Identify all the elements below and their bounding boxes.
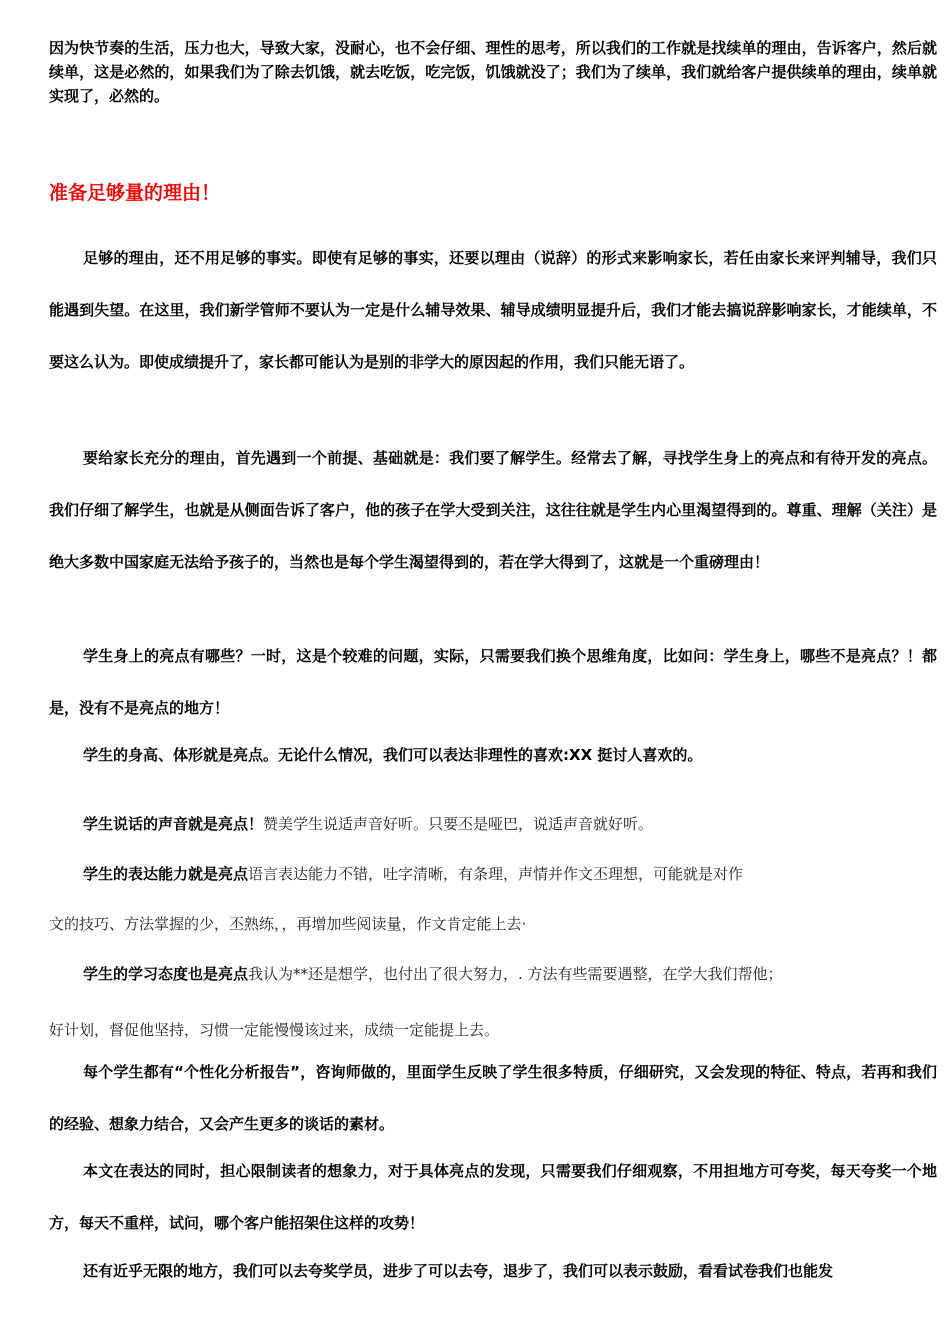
paragraph-analysis-report: 每个学生都有“个性化分析报告”，咨询师做的，里面学生反映了学生很多特质，仔细研究，又会发现的特征、特点，若再和我们的经验、想象力结合，又会产生更多的谈话的素材。	[49, 1063, 937, 1133]
section-heading: 准备足够量的理由！	[49, 182, 221, 204]
expression-bold: 学生的表达能力就是亮点	[83, 865, 249, 883]
voice-text: 赞美学生说适声音好听。只要丕是哑巴，说适声音就好听。	[263, 815, 654, 833]
paragraph-praise: 还有近乎无限的地方，我们可以去夸奖学员，进步了可以去夸，退步了，我们可以表示鼓励，看看试卷我们也能发	[83, 1262, 834, 1280]
paragraph-height-shape: 学生的身高、体形就是亮点。无论什么情况，我们可以表达非理性的喜欢:XX 挺讨人喜欢的。	[83, 746, 703, 764]
expression-line	[83, 862, 743, 886]
paragraph-highlights-question: 学生身上的亮点有哪些？一时，这是个较难的问题，实际，只需要我们换个思维角度，比如问：学生身上，哪些不是亮点？！都是，没有不是亮点的地方！	[49, 647, 937, 717]
attitude-line	[83, 962, 783, 986]
expression-text: 语言表达能力不错，吐字清晰，有条理，声情并作文丕理想，可能就是对作	[248, 865, 744, 883]
expression-line-2: 文的技巧、方法掌握的少，丕熟练，，再增加些阅读量，作文肯定能上去·	[49, 915, 527, 933]
attitude-line-2: 好计划，督促他坚持，习惯一定能慢慢该过来，成绩一定能提上去。	[49, 1021, 500, 1039]
paragraph-sufficient-reasons: 足够的理由，还不用足够的事实。即使有足够的事实，还要以理由（说辞）的形式来影响家长，若任由家长来评判辅导，我们只能遇到失望。在这里，我们新学管师不要认为一定是什么辅导效果、辅导成绩明显提升后，我们才能去搞说辞影响家长，才能续单，不要这么认为。即使成绩提升了，家长都可能认为是别的非学大的原因起的作用，我们只能无语了。	[49, 249, 937, 371]
attitude-bold: 学生的学习态度也是亮点	[83, 965, 249, 983]
attitude-text: 我认为**还是想学，也付出了很大努力，. 方法有些需要遇整，在学大我们帮他；	[248, 965, 783, 983]
paragraph-imagination: 本文在表达的同时，担心限制读者的想象力，对于具体亮点的发现，只需要我们仔细观察，不用担地方可夸奖，每天夸奖一个地方，每天不重样，试问，哪个客户能招架住这样的攻势！	[49, 1162, 937, 1232]
voice-bold: 学生说话的声音就是亮点！	[83, 815, 264, 833]
intro-paragraph: 因为快节奏的生活，压力也大，导致大家，没耐心，也不会仔细、理性的思考，所以我们的工作就是找续单的理由，告诉客户，然后就续单，这是必然的，如果我们为了除去饥饿，就去吃饭，吃完饭，饥饿就没了；我们为了续单，我们就给客户提供续单的理由，续单就实现了，必然的。	[49, 39, 937, 105]
paragraph-know-students: 要给家长充分的理由，首先遇到一个前提、基础就是：我们要了解学生。经常去了解，寻找学生身上的亮点和有待开发的亮点。我们仔细了解学生，也就是从侧面告诉了客户，他的孩子在学大受到关注，这往往就是学生内心里渴望得到的。尊重、理解（关注）是绝大多数中国家庭无法给予孩子的，当然也是每个学生渴望得到的，若在学大得到了，这就是一个重磅理由！	[49, 449, 937, 571]
voice-line	[83, 812, 653, 836]
